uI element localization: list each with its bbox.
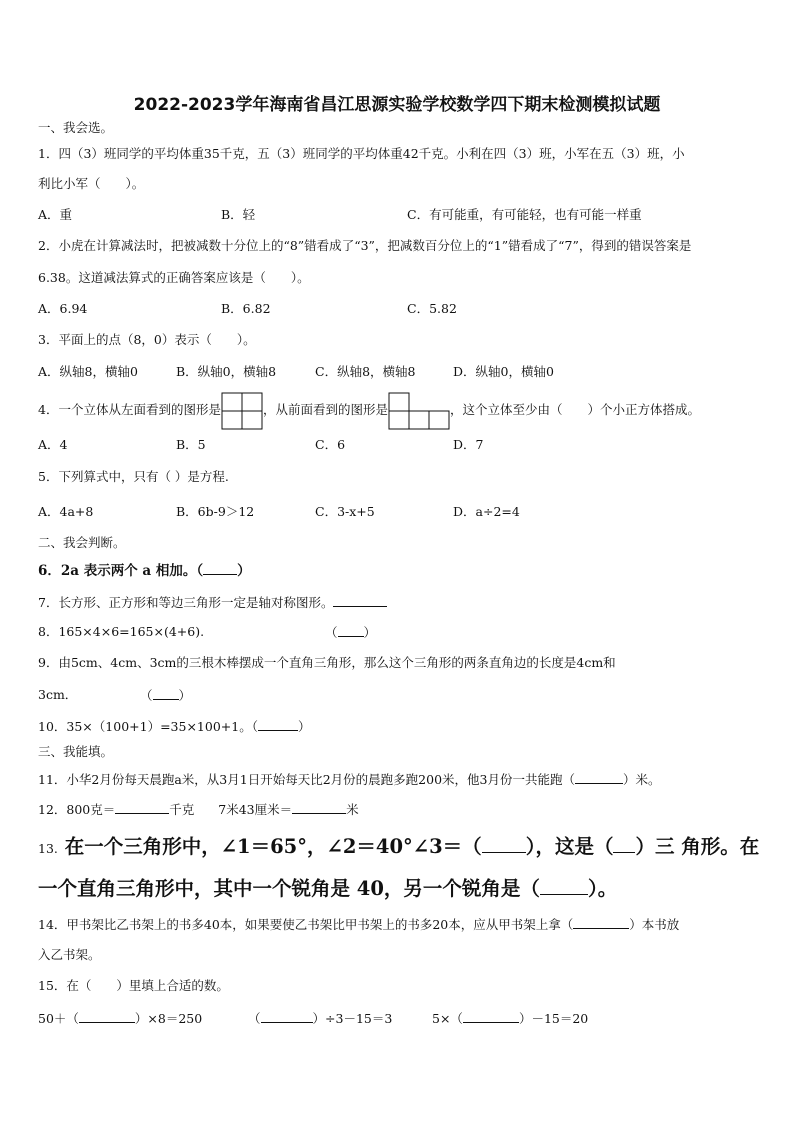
question-4-text-3: ，这个立体至少由（ ）个小正方体搭成。 xyxy=(449,402,700,417)
answer-blank[interactable] xyxy=(258,718,298,731)
question-9-answer xyxy=(140,687,191,704)
answer-blank[interactable] xyxy=(292,801,346,814)
question-8-text: 8．165×4×6=165×(4+6). xyxy=(38,624,205,639)
question-10-text: 10．35×（100+1）=35×100+1。（ xyxy=(38,719,258,734)
answer-blank[interactable] xyxy=(613,832,635,853)
question-6-paren: ） xyxy=(237,563,251,579)
question-2-line-1: 2．小虎在计算减法时，把被减数十分位上的“8”错看成了“3”，把减数百分位上的“1”错看成了“7”，得到的错误答案是 xyxy=(38,238,692,253)
question-15-line-1: 15．在（ ）里填上合适的数。 xyxy=(38,978,229,993)
question-14-line-1 xyxy=(38,916,679,933)
answer-blank[interactable] xyxy=(203,562,237,575)
question-12-text-1: 12．800克＝ xyxy=(38,802,116,817)
question-4-option-a: A．4 xyxy=(38,437,68,452)
expr-3-text-2: ）－15＝20 xyxy=(518,1011,589,1026)
question-4-text-1: 4．一个立体从左面看到的图形是 xyxy=(38,402,221,417)
question-13-line-2 xyxy=(38,874,617,902)
expr-1-text-2: ）×8＝250 xyxy=(134,1011,203,1026)
expr-2-text-2: ）÷3－15＝3 xyxy=(312,1011,393,1026)
expr-2-text-1: （ xyxy=(248,1011,261,1026)
question-1-line-2: 利比小军（ ）。 xyxy=(38,176,145,191)
question-15-expression-2 xyxy=(248,1010,392,1027)
answer-blank[interactable] xyxy=(79,1010,135,1023)
answer-blank[interactable] xyxy=(540,874,588,895)
question-14-text-2: ）本书放 xyxy=(629,917,680,932)
question-14-line-2: 入乙书架。 xyxy=(38,947,101,962)
question-13-text-4: 一个直角三角形中，其中一个锐角是 40，另一个锐角是（ xyxy=(38,877,540,900)
question-5-option-a: A．4a+8 xyxy=(38,504,94,519)
question-4-option-b: B．5 xyxy=(176,437,206,452)
question-4-option-c: C．6 xyxy=(315,437,346,452)
question-1-option-b: B．轻 xyxy=(221,207,256,222)
question-11-text: 11．小华2月份每天晨跑a米，从3月1日开始每天比2月份的晨跑多跑200米，他3月份一共能跑（ xyxy=(38,772,575,787)
question-10 xyxy=(38,718,310,735)
section-3-heading: 三、我能填。 xyxy=(38,744,114,759)
question-2-line-2: 6.38。这道减法算式的正确答案应该是（ ）。 xyxy=(38,270,310,285)
question-3-option-c: C．纵轴8，横轴8 xyxy=(315,364,416,379)
front-view-figure xyxy=(388,392,450,430)
answer-blank[interactable] xyxy=(261,1010,313,1023)
question-2-option-b: B．6.82 xyxy=(221,301,271,316)
question-3-option-d: D．纵轴0，横轴0 xyxy=(453,364,554,379)
question-7 xyxy=(38,594,387,611)
question-3-line-1: 3．平面上的点（8，0）表示（ ）。 xyxy=(38,332,256,347)
paren-left: （ xyxy=(140,688,153,703)
question-12-text-3: 7米43厘米＝ xyxy=(218,802,293,817)
question-5-option-d: D．a÷2=4 xyxy=(453,504,520,519)
answer-blank[interactable] xyxy=(463,1010,519,1023)
question-6 xyxy=(38,562,251,579)
paren-right: ） xyxy=(178,688,192,703)
question-4-line-1 xyxy=(38,391,700,429)
page-title: 2022-2023学年海南省昌江思源实验学校数学四下期末检测模拟试题 xyxy=(133,95,661,115)
question-1-option-c: C．有可能重，有可能轻，也有可能一样重 xyxy=(407,207,642,222)
question-5-option-c: C．3-x+5 xyxy=(315,504,375,519)
section-2-heading: 二、我会判断。 xyxy=(38,535,126,550)
question-13-text-5: ）。 xyxy=(587,877,618,900)
question-8-answer xyxy=(325,624,376,641)
question-14-text-1: 14．甲书架比乙书架上的书多40本，如果要使乙书架比甲书架上的书多20本，应从甲书架上拿（ xyxy=(38,917,574,932)
question-3-option-a: A．纵轴8，横轴0 xyxy=(38,364,138,379)
question-1-option-a: A．重 xyxy=(38,207,73,222)
left-view-figure xyxy=(221,392,263,430)
question-5-line-1: 5．下列算式中，只有（ ）是方程. xyxy=(38,469,229,484)
answer-blank[interactable] xyxy=(338,624,364,637)
question-6-text: 6．2a 表示两个 a 相加。（ xyxy=(38,563,204,579)
question-3-option-b: B．纵轴0，横轴8 xyxy=(176,364,277,379)
question-2-option-c: C．5.82 xyxy=(407,301,457,316)
question-13-text-3: ）三 角形。在 xyxy=(635,835,760,858)
question-10-paren: ） xyxy=(297,719,311,734)
question-2-option-a: A．6.94 xyxy=(38,301,88,316)
question-13-text-1: 在一个三角形中，∠1＝65°，∠2＝40°∠3＝（ xyxy=(64,835,482,858)
question-9-line-1: 9．由5cm、4cm、3cm的三根木棒摆成一个直角三角形，那么这个三角形的两条直角边的长度是4cm和 xyxy=(38,655,616,670)
paren-right: ） xyxy=(363,625,377,640)
question-11 xyxy=(38,771,661,788)
question-7-text: 7．长方形、正方形和等边三角形一定是轴对称图形。 xyxy=(38,595,334,610)
question-15-expression-1 xyxy=(38,1010,202,1027)
question-1-line-1: 1．四（3）班同学的平均体重35千克，五（3）班同学的平均体重42千克。小利在四（3）班，小军在五（3）班，小 xyxy=(38,146,685,161)
question-12 xyxy=(38,801,359,818)
answer-blank[interactable] xyxy=(575,771,623,784)
question-13-number: 13. xyxy=(38,841,58,856)
question-4-option-d: D．7 xyxy=(453,437,484,452)
section-1-heading: 一、我会选。 xyxy=(38,120,114,135)
question-15-expression-3 xyxy=(432,1010,588,1027)
question-13-text-2: ），这是（ xyxy=(525,835,614,858)
paren-left: （ xyxy=(325,625,338,640)
answer-blank[interactable] xyxy=(153,687,179,700)
expr-3-text-1: 5×（ xyxy=(432,1011,463,1026)
answer-blank[interactable] xyxy=(482,832,526,853)
answer-blank[interactable] xyxy=(115,801,169,814)
question-5-option-b: B．6b-9＞12 xyxy=(176,504,255,519)
question-4-text-2: ，从前面看到的图形是 xyxy=(262,402,388,417)
question-9-line-2: 3cm． xyxy=(38,687,78,702)
question-13-line-1 xyxy=(38,832,759,862)
question-12-text-2: 千克 xyxy=(169,802,195,817)
question-8 xyxy=(38,624,204,640)
answer-blank[interactable] xyxy=(573,916,629,929)
expr-1-text-1: 50＋（ xyxy=(38,1011,79,1026)
answer-blank[interactable] xyxy=(333,594,387,607)
question-11-end: ）米。 xyxy=(622,772,661,787)
question-12-text-4: 米 xyxy=(346,802,359,817)
